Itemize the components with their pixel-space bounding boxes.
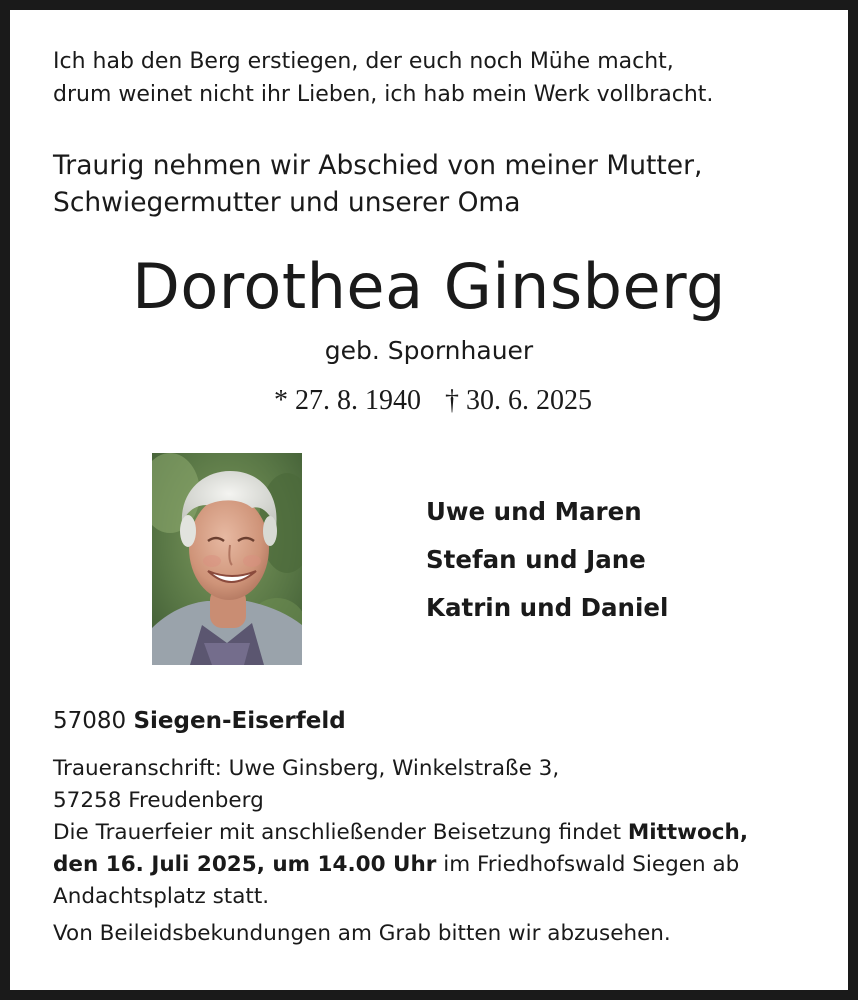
intro-text: [53, 147, 702, 221]
ceremony-line: Andachtsplatz statt.: [53, 884, 270, 909]
portrait-photo: [152, 453, 302, 665]
intro-line: Traurig nehmen wir Abschied von meiner Mutter,: [53, 150, 703, 181]
verse-line: Ich hab den Berg erstiegen, der euch noch Mühe macht,: [53, 49, 674, 74]
mourner-name: Uwe und Maren: [426, 497, 642, 526]
details-block: [53, 753, 748, 913]
address-line: Traueranschrift: Uwe Ginsberg, Winkelstraße 3,: [53, 756, 560, 781]
maiden-name: geb. Spornhauer: [324, 336, 534, 365]
place-town: Siegen-Eiserfeld: [133, 708, 346, 734]
life-dates: [0, 381, 858, 421]
verse-line: drum weinet nicht ihr Lieben, ich hab mein Werk vollbracht.: [53, 82, 714, 107]
mourner-list: [426, 488, 668, 632]
closing-note: Von Beileidsbekundungen am Grab bitten wir abzusehen.: [53, 921, 671, 946]
ceremony-weekday: Mittwoch,: [627, 820, 749, 845]
address-line: 57258 Freudenberg: [53, 788, 264, 813]
place-line: [53, 703, 346, 739]
ceremony-location: im Friedhofswald Siegen ab: [436, 852, 740, 877]
birth-date: * 27. 8. 1940: [274, 385, 421, 416]
ceremony-line: [53, 817, 748, 849]
intro-line: Schwiegermutter und unserer Oma: [53, 187, 521, 218]
verse: [53, 45, 713, 111]
deceased-name: Dorothea Ginsberg: [132, 250, 726, 323]
mourner-name: Katrin und Daniel: [426, 593, 669, 622]
ceremony-datetime: den 16. Juli 2025, um 14.00 Uhr: [53, 852, 437, 877]
mourner-name: Stefan und Jane: [426, 545, 646, 574]
death-date: † 30. 6. 2025: [445, 385, 592, 416]
ceremony-text: Die Trauerfeier mit anschließender Beisetzung findet: [53, 820, 628, 845]
place-postcode: 57080: [53, 708, 127, 734]
ceremony-line: [53, 849, 748, 881]
